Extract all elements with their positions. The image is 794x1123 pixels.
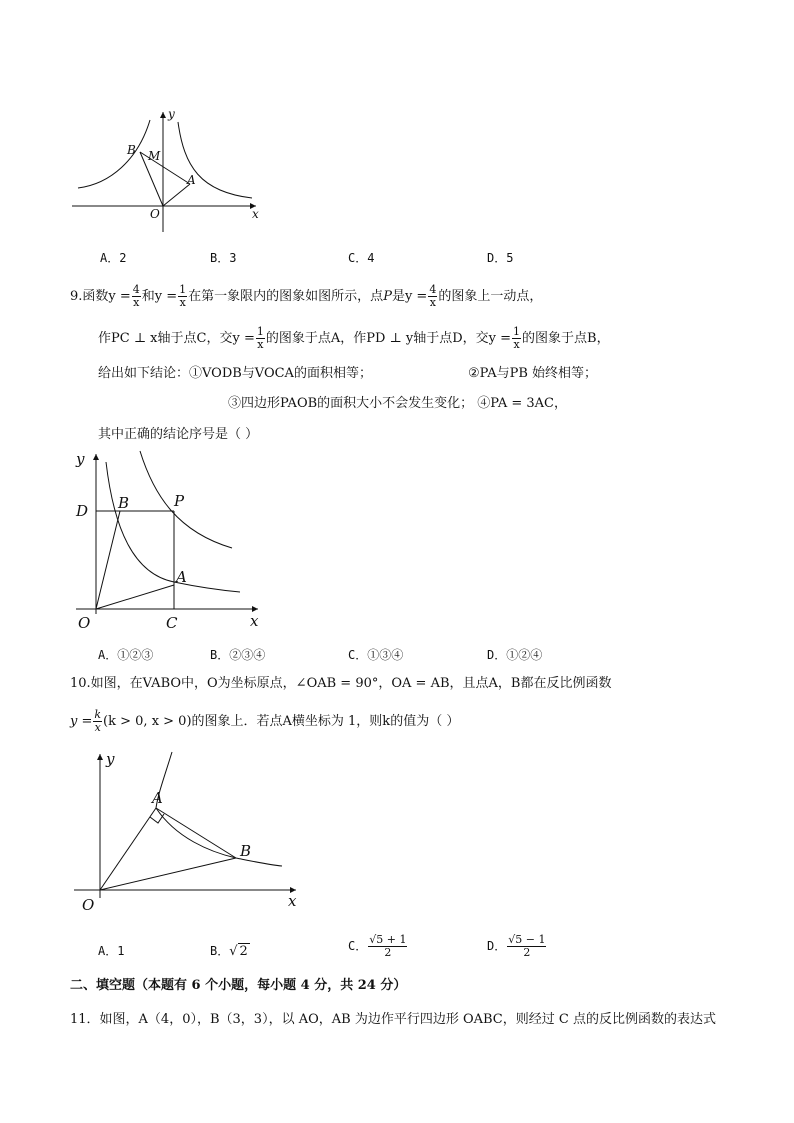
- label-b: B: [118, 494, 130, 512]
- label-o: O: [150, 207, 160, 221]
- figure-q10: [70, 748, 310, 918]
- label-a: A: [187, 173, 196, 187]
- segment-ob: [96, 511, 120, 609]
- label-y: y: [106, 750, 115, 768]
- curve-k-over-x: [156, 752, 282, 866]
- q9-conclusion-1: 给出如下结论：①VODB与VOCA的面积相等；: [98, 366, 372, 381]
- q8-option-a[interactable]: A．2: [100, 251, 127, 265]
- q10-option-c[interactable]: C． $\frac{√5 + 1}{2}$: [348, 933, 407, 959]
- q9-option-d[interactable]: D．①②④: [487, 648, 543, 662]
- q9-question: 其中正确的结论序号是（ ）: [98, 427, 259, 442]
- q9-line2: 作PC ⊥ x轴于点C，交y = $\frac{1}{x}$ 的图象于点A，作PD ⊥ y轴于点D，交y = $\frac{1}{x}$ 的图象于点B，: [98, 325, 610, 351]
- q9-line1: 9.函数y = $\frac{4}{x}$ 和y = $\frac{1}{x}$ 在第一象限内的图象如图所示，点P是y = $\frac{4}{x}$ 的图象上一动点，: [70, 283, 543, 309]
- label-o: O: [78, 614, 91, 632]
- segment-oa: [96, 585, 174, 609]
- q9-option-a[interactable]: A．①②③: [98, 648, 154, 662]
- label-a: A: [152, 789, 163, 807]
- label-x: x: [250, 612, 259, 630]
- segment-oa: [163, 184, 190, 206]
- q8-option-c[interactable]: C．4: [348, 251, 375, 265]
- segment-oa: [100, 808, 156, 890]
- q10-line2: y = $\frac{k}{x}$ (k > 0, x > 0)的图象上．若点A横坐标为 1，则k的值为（ ）: [70, 708, 460, 734]
- curve-4-over-x: [140, 451, 232, 548]
- q8-option-b[interactable]: B．3: [210, 251, 237, 265]
- label-y: y: [168, 107, 175, 121]
- q8-option-d[interactable]: D．5: [487, 251, 514, 265]
- curve-left: [78, 120, 150, 188]
- q9-conclusion-2: ②PA与PB 始终相等；: [468, 366, 598, 381]
- label-p: P: [174, 492, 185, 510]
- label-o: O: [82, 896, 95, 914]
- label-x: x: [288, 892, 297, 910]
- label-m: M: [148, 149, 161, 163]
- section-heading-fill-in: 二、填空题（本题有 6 个小题，每小题 4 分，共 24 分）: [70, 978, 407, 993]
- label-c: C: [166, 614, 178, 632]
- label-b: B: [127, 143, 136, 157]
- label-b: B: [240, 842, 252, 860]
- segment-ab: [156, 808, 236, 858]
- label-a: A: [176, 568, 187, 586]
- curve-1-over-x: [106, 462, 240, 592]
- q9-option-c[interactable]: C．①③④: [348, 648, 404, 662]
- q10-line1: 10.如图，在VABO中，O为坐标原点，∠OAB = 90°，OA = AB，且点A，B都在反比例函数: [70, 676, 612, 691]
- label-y: y: [76, 450, 85, 468]
- figure-q9: [68, 446, 268, 636]
- segment-ob: [100, 858, 236, 890]
- q9-option-b[interactable]: B．②③④: [210, 648, 266, 662]
- q10-option-b[interactable]: B．√ 2: [210, 944, 248, 959]
- q10-option-d[interactable]: D． $\frac{√5 - 1}{2}$: [487, 933, 546, 959]
- label-x: x: [252, 207, 259, 221]
- q11-line1: 11．如图，A（4，0），B（3，3），以 AO，AB 为边作平行四边形 OABC，则经过 C 点的反比例函数的表达式: [70, 1012, 716, 1027]
- q10-option-a[interactable]: A．1: [98, 944, 125, 958]
- q9-conclusion-3-4: ③四边形PAOB的面积大小不会发生变化； ④PA = 3AC，: [228, 396, 567, 411]
- label-d: D: [76, 502, 89, 520]
- figure-q8: [60, 100, 270, 235]
